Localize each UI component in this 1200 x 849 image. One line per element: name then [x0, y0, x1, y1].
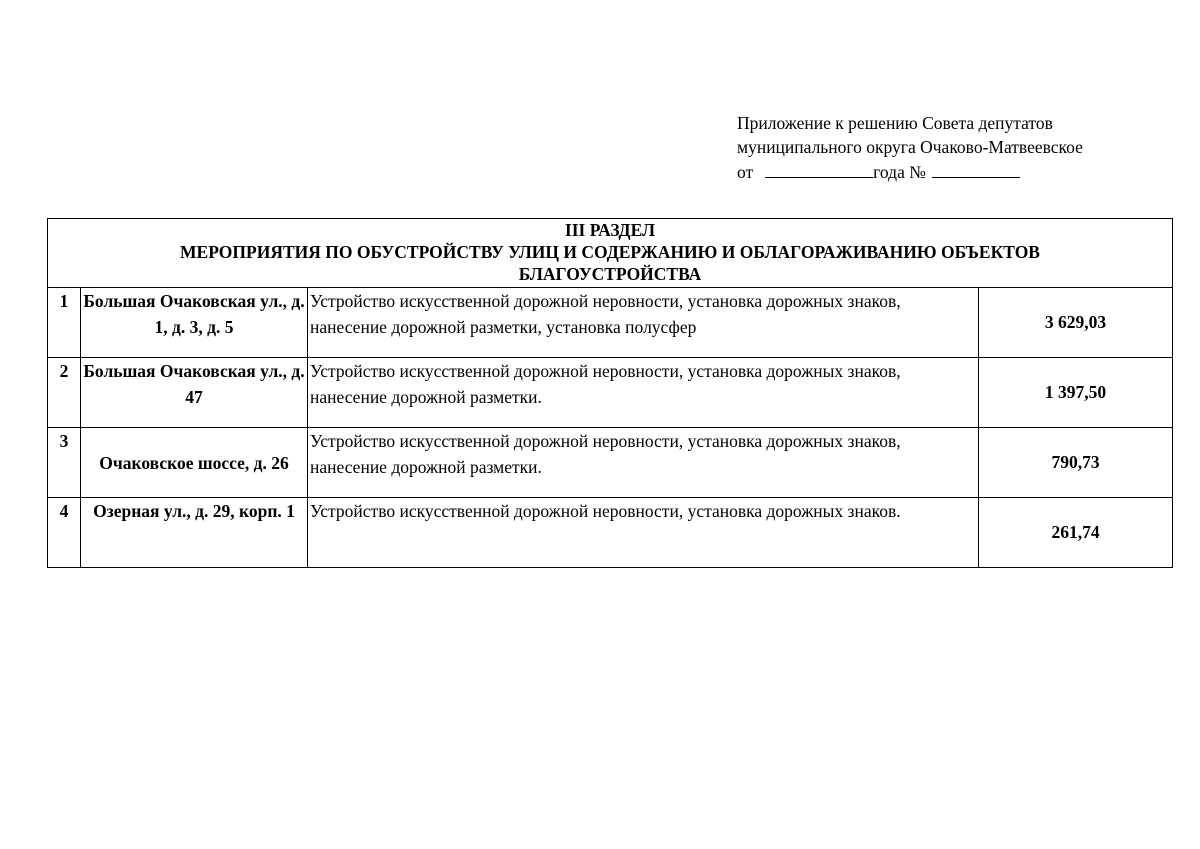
header-line-1: Приложение к решению Совета депутатов [737, 113, 1053, 133]
table-row [48, 428, 1173, 498]
row-number: 3 [48, 428, 81, 498]
table-row [48, 498, 1173, 568]
row-address: Большая Очаковская ул., д. 47 [81, 358, 308, 428]
section-subtitle-line-2: БЛАГОУСТРОЙСТВА [518, 264, 702, 284]
row-description: Устройство искусственной дорожной неровности, установка дорожных знаков, нанесение дорожной разметки. [308, 358, 979, 428]
header-date-prefix: от [737, 162, 754, 182]
row-amount: 1 397,50 [979, 358, 1173, 428]
appendix-header [737, 111, 1177, 183]
number-blank-field [932, 159, 1020, 178]
section-header-row [48, 219, 1173, 288]
row-amount: 790,73 [979, 428, 1173, 498]
section-header-cell [48, 219, 1173, 288]
header-line-3 [737, 159, 1177, 183]
section-title: III РАЗДЕЛ [564, 220, 656, 240]
date-blank-field [765, 159, 873, 178]
section-subtitle-line-1: МЕРОПРИЯТИЯ ПО ОБУСТРОЙСТВУ УЛИЦ И СОДЕРЖАНИЮ И ОБЛАГОРАЖИВАНИЮ ОБЪЕКТОВ [180, 242, 1040, 262]
row-amount: 261,74 [979, 498, 1173, 568]
row-description: Устройство искусственной дорожной неровности, установка дорожных знаков, нанесение дорожной разметки, установка полусфер [308, 288, 979, 358]
row-number: 1 [48, 288, 81, 358]
row-amount: 3 629,03 [979, 288, 1173, 358]
row-description: Устройство искусственной дорожной неровности, установка дорожных знаков, нанесение дорожной разметки. [308, 428, 979, 498]
header-number-label: года № [873, 162, 926, 182]
measures-table [47, 218, 1173, 568]
row-address: Озерная ул., д. 29, корп. 1 [81, 498, 308, 568]
row-address: Большая Очаковская ул., д. 1, д. 3, д. 5 [81, 288, 308, 358]
table-row [48, 358, 1173, 428]
header-line-2: муниципального округа Очаково-Матвеевское [737, 137, 1083, 157]
row-number: 2 [48, 358, 81, 428]
row-number: 4 [48, 498, 81, 568]
row-address: Очаковское шоссе, д. 26 [81, 428, 308, 498]
table-row [48, 288, 1173, 358]
row-description: Устройство искусственной дорожной неровности, установка дорожных знаков. [308, 498, 979, 568]
